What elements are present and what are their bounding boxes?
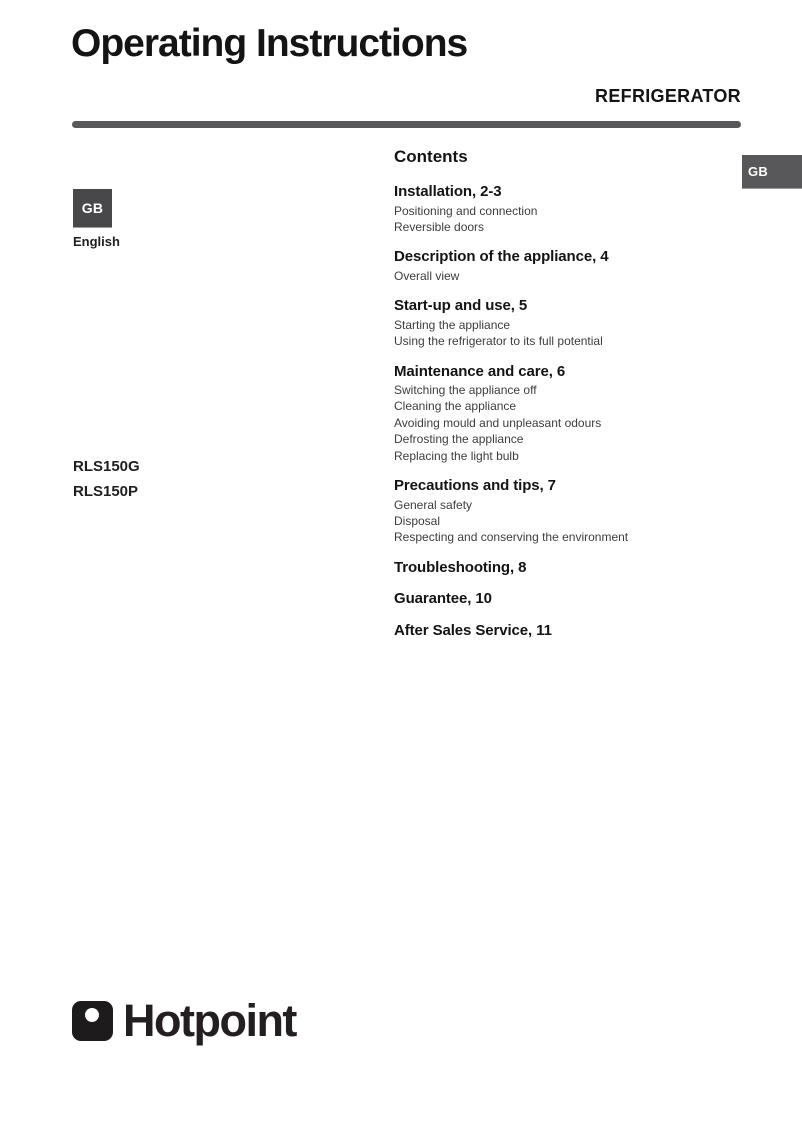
model-number: RLS150G — [73, 458, 140, 475]
contents-section-title: Troubleshooting, 8 — [394, 558, 527, 576]
contents-heading: Contents — [394, 147, 468, 166]
contents-section-items — [394, 497, 724, 546]
language-badge — [73, 189, 112, 228]
contents-section — [394, 622, 724, 641]
contents-section-title: Guarantee, 10 — [394, 590, 492, 608]
contents-section-title: Start-up and use, 5 — [394, 297, 528, 315]
hotpoint-logo-dot — [85, 1008, 99, 1022]
contents-section-items — [394, 203, 724, 236]
page-title: Operating Instructions — [71, 22, 468, 65]
contents-section — [394, 590, 724, 609]
model-number: RLS150P — [73, 483, 139, 500]
contents-item: General safety — [394, 497, 473, 512]
contents-item: Defrosting the appliance — [394, 432, 524, 447]
contents-section-title: Precautions and tips, 7 — [394, 477, 556, 495]
contents-section-title: Description of the appliance, 4 — [394, 248, 609, 266]
contents-item: Replacing the light bulb — [394, 448, 519, 463]
contents-item: Reversible doors — [394, 219, 485, 234]
contents-item: Switching the appliance off — [394, 383, 537, 398]
brand-logo — [72, 997, 296, 1045]
language-name-label: English — [73, 234, 120, 249]
contents-item: Overall view — [394, 268, 460, 283]
contents-section-items — [394, 268, 724, 284]
contents-section — [394, 363, 724, 465]
hotpoint-logo-icon — [72, 1001, 113, 1041]
model-numbers — [73, 454, 140, 504]
page-edge-language-tab — [742, 155, 802, 189]
table-of-contents — [394, 146, 724, 653]
contents-item: Disposal — [394, 513, 441, 528]
contents-section — [394, 477, 724, 546]
contents-item: Positioning and connection — [394, 203, 538, 218]
appliance-type-label: REFRIGERATOR — [595, 86, 741, 106]
contents-section-items — [394, 382, 724, 464]
contents-sections — [394, 183, 724, 640]
contents-item: Avoiding mould and unpleasant odours — [394, 415, 602, 430]
contents-item: Respecting and conserving the environment — [394, 530, 629, 545]
contents-section — [394, 297, 724, 349]
header-divider — [72, 121, 741, 128]
contents-item: Starting the appliance — [394, 317, 511, 332]
contents-section-title: Maintenance and care, 6 — [394, 362, 566, 380]
contents-section — [394, 559, 724, 578]
contents-section — [394, 183, 724, 235]
contents-section-items — [394, 317, 724, 350]
corner-tab-label: GB — [748, 164, 769, 179]
contents-item: Using the refrigerator to its full potential — [394, 334, 603, 349]
contents-section — [394, 248, 724, 284]
brand-name: Hotpoint — [123, 995, 296, 1046]
contents-item: Cleaning the appliance — [394, 399, 517, 414]
language-badge-label: GB — [81, 200, 104, 216]
contents-section-title: After Sales Service, 11 — [394, 621, 552, 639]
contents-section-title: Installation, 2-3 — [394, 183, 502, 200]
